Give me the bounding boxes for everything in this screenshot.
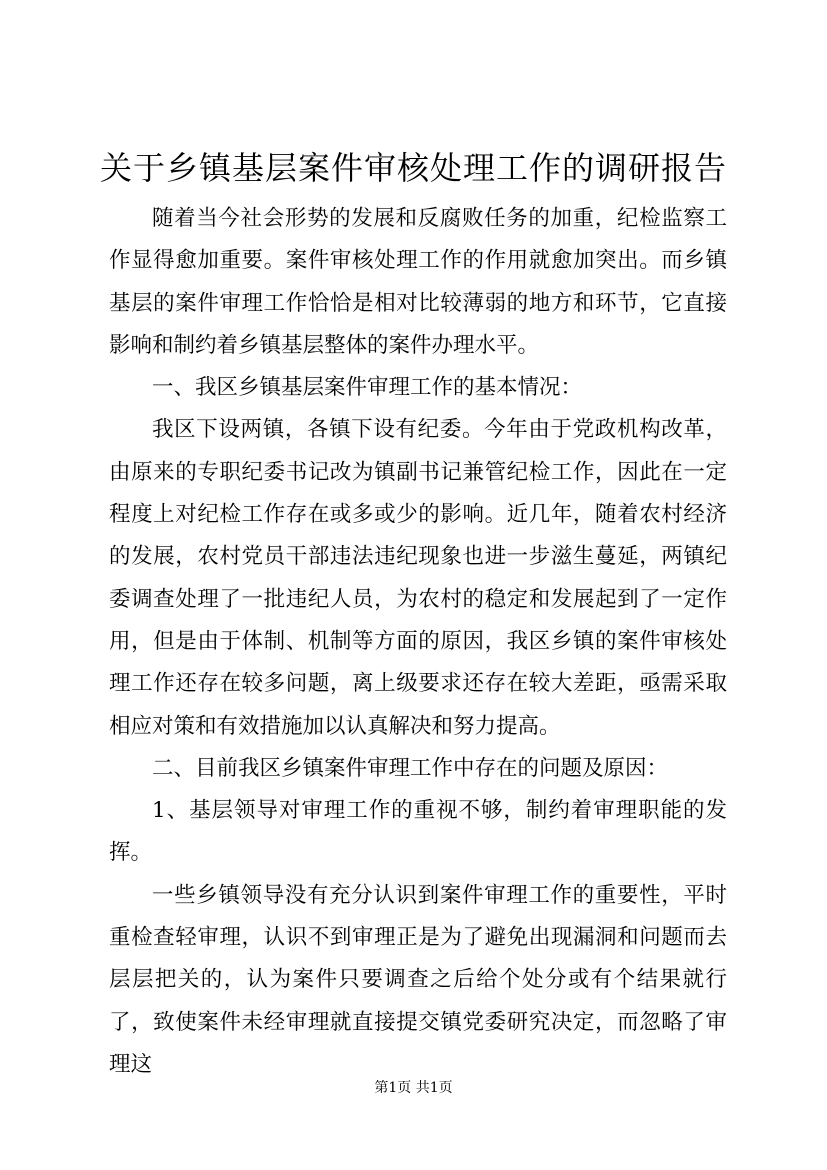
paragraph-basic-situation: 我区下设两镇，各镇下设有纪委。今年由于党政机构改革，由原来的专职纪委书记改为镇副书记兼管纪检工作，因此在一定程度上对纪检工作存在或多或少的影响。近几年，随着农村经济的发展，农村党员干部违法违纪现象也进一步滋生蔓延，两镇纪委调查处理了一批违纪人员，为农村的稳定和发展起到了一定作用，但是由于体制、机制等方面的原因，我区乡镇的案件审核处理工作还存在较多问题，离上级要求还存在较大差距，亟需采取相应对策和有效措施加以认真解决和努力提高。	[109, 417, 727, 739]
paragraph-intro: 随着当今社会形势的发展和反腐败任务的加重，纪检监察工作显得愈加重要。案件审核处理工作的作用就愈加突出。而乡镇基层的案件审理工作恰恰是相对比较薄弱的地方和环节，它直接影响和制约着乡镇基层整体的案件办理水平。	[109, 206, 727, 358]
section-heading-problems: 二、目前我区乡镇案件审理工作中存在的问题及原因：	[152, 755, 669, 781]
subheading-leadership: 1、基层领导对审理工作的重视不够，制约着审理职能的发挥。	[109, 798, 727, 866]
section-heading-basic-situation: 一、我区乡镇基层案件审理工作的基本情况：	[152, 375, 583, 401]
page-number-footer: 第1页 共1页	[374, 1080, 453, 1096]
document-title: 关于乡镇基层案件审核处理工作的调研报告	[99, 149, 727, 187]
paragraph-leadership: 一些乡镇领导没有充分认识到案件审理工作的重要性，平时重检查轻审理，认识不到审理正是为了避免出现漏洞和问题而去层层把关的，认为案件只要调查之后给个处分或有个结果就行了，致使案件未经审理就直接提交镇党委研究决定，而忽略了审理这	[109, 882, 727, 1077]
document-body	[109, 198, 727, 1086]
